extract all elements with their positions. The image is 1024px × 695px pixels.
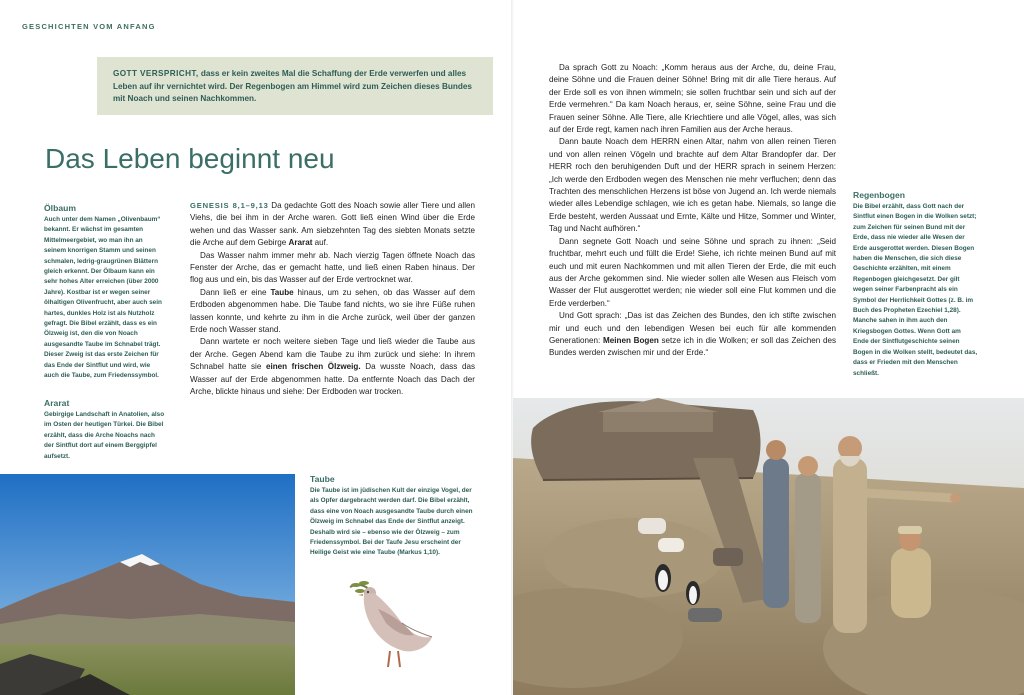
text-run: hinaus, um zu sehen, ob das Wasser auf dem Erdboden abgenommen habe. Die Taube fand nichts, wo sie ihre Füße ruhen lassen konnte, und kehrte zu ihm in die Arche zurück, weil über der ganzen Erde noch Wasser stand. <box>190 287 476 335</box>
body-paragraph <box>190 287 475 337</box>
dove-illustration <box>344 573 434 673</box>
body-paragraph: Dann baute Noach dem HERRN einen Altar, nahm von allen reinen Tieren und von allen reinen Vögeln und brachte auf dem Altar Brandopfer dar. Der HERR roch den beruhigenden Duft und der HERR sprach in seinem Herzen: „Ich werde den Erdboden wegen des Menschen nie mehr verfluchen; denn das Trachten des menschlichen Herzens ist böse von Jugend an. Ich werde niemals wieder alles Lebendige schlagen, wie ich es getan habe. Niemals, so lange die Erde besteht, werden Aussaat und Ernte, Kälte und Hitze, Sommer und Winter, Tag und Nacht aufhören.“ <box>549 137 836 234</box>
right-body-column <box>549 62 836 360</box>
page-title: Das Leben beginnt neu <box>45 143 335 174</box>
glossary-regenbogen <box>853 190 978 379</box>
intro-text <box>113 68 477 106</box>
noah-ark-illustration <box>513 398 1024 695</box>
glossary-text: Gebirgige Landschaft in Anatolien, also im Osten der heutigen Türkei. Die Bibel erzählt, dass die Arche Noachs nach der Sintflut dort auf einem Berggipfel aufsetzt. <box>44 411 165 460</box>
left-body-column <box>190 200 475 399</box>
text-run: auf. <box>312 238 329 248</box>
glossary-text: Die Taube ist im jüdischen Kult der einzige Vogel, der als Opfer dargebracht werden darf. Die Bibel erzählt, dass eine von Noach ausgesandte Taube durch einen Ölzweig im Schnabel das Ende der Sintflut anzeigt. Deshalb wird sie – ebenso wie der Ölzweig – zum Friedenssymbol. Bei der Taufe Jesu erscheint der Heilige Geist wie eine Taube (Markus 1,10). <box>310 487 473 557</box>
glossary-title: Regenbogen <box>853 190 906 200</box>
intro-body: dass er kein zweites Mal die Schaffung der Erde verwerfen und alles Leben auf ihr vernichtet wird. Der Regenbogen am Himmel wird zum Zeichen dieses Bundes mit Noach und seinen Nachkommen. <box>113 69 472 104</box>
noah-ark-image <box>513 398 1024 695</box>
glossary-oelbaum <box>44 203 166 382</box>
text-run: Da gedachte Gott des Noach sowie aller Tiere und allen Viehs, die bei ihm in der Arche waren. Gott ließ einen Wind über die Erde wehen und das Wasser sank. Am siebzehnten Tag des siebten Monats setzte die Arche auf dem Gebirge <box>190 201 475 248</box>
body-paragraph <box>190 200 475 250</box>
ararat-photo <box>0 474 295 695</box>
running-head: GESCHICHTEN VOM ANFANG <box>22 22 156 31</box>
ararat-photo-image <box>0 474 295 695</box>
body-paragraph: Da sprach Gott zu Noach: „Komm heraus aus der Arche, du, deine Frau, deine Söhne und die Frauen deiner Söhne! Bring mit dir alle Tiere heraus. Auf der Erde soll es von ihnen wimmeln; sie sollen fruchtbar sein und sich auf der Erde vermehren.“ Da kam Noach heraus, er, seine Söhne, seine Frau und die Frauen seiner Söhne. Alle Tiere, alle Kriechtiere und alle Vögel, alles, was sich auf der Erde regt, kamen nach ihren Familien aus der Arche heraus. <box>549 63 836 135</box>
body-paragraph <box>190 336 475 398</box>
glossary-text: Die Bibel erzählt, dass Gott nach der Sintflut einen Bogen in die Wolken setzt; zum Zeichen für seinen Bund mit der Erde, dass nie wieder alle Wesen der Erde ausgerottet werden. Diesen Bogen haben die Menschen, die sich diese Geschichte erzählten, mit einem Regenbogen gleichgesetzt. Der gilt wegen seiner Farbenpracht als ein Symbol der Herrlichkeit Gottes (z. B. im Buch des Propheten Ezechiel 1,28). Manche sahen in ihm auch den Kriegsbogen Gottes. Wenn Gott am Ende der Sintflutgeschichte seinen Bogen in die Wolken stellt, bedeutet das, dass er Frieden mit den Menschen schließt. <box>853 203 978 377</box>
text-run: Und Gott sprach: „Das ist das Zeichen des Bundes, den ich stifte zwischen mir und euch und den lebendigen Wesen bei euch für alle kommenden Generationen: <box>549 311 836 345</box>
dove-icon <box>344 573 434 673</box>
bold-term: Ararat <box>288 238 313 248</box>
bold-term: einen frischen Ölzweig. <box>265 362 361 372</box>
glossary-title: Ölbaum <box>44 203 76 213</box>
text-run: Dann ließ er eine <box>200 287 271 297</box>
bold-term: Taube <box>270 287 294 297</box>
body-paragraph: Dann segnete Gott Noach und seine Söhne und sprach zu ihnen: „Seid fruchtbar, mehrt euch und füllt die Erde! Siehe, ich richte meinen Bund auf mit euch und mit euren Nachkommen und mit allen Tieren der Erde, die mit euch aus der Arche gekommen sind. Nie wieder sollen alle Wesen aus Fleisch vom Wasser der Flut ausgerottet werden; nie wieder soll eine Flut kommen und die Erde verderben.“ <box>549 236 836 308</box>
intro-lead: GOTT VERSPRICHT, <box>113 69 199 78</box>
body-paragraph: Das Wasser nahm immer mehr ab. Nach vierzig Tagen öffnete Noach das Fenster der Arche, das er gemacht hatte, und ließ einen Raben hinaus. Der flog aus und ein, bis das Wasser auf der Erde vertrocknet war. <box>190 250 475 285</box>
glossary-title: Taube <box>310 474 335 484</box>
text-run: Da wusste Noach, dass das Wasser auf der Erde abgenommen hatte. Da entfernte Noach das Dach der Arche, blickte hinaus und siehe: Der Erdboden war trocken. <box>190 362 476 397</box>
text-run: Dann wartete er noch weitere sieben Tage und ließ wieder die Taube aus der Arche. Gegen Abend kam die Taube zu ihm zurück und siehe: In ihrem Schnabel hatte sie <box>190 337 475 372</box>
glossary-taube <box>310 474 480 559</box>
body-paragraph <box>549 310 836 360</box>
bold-term: Meinen Bogen <box>603 335 659 345</box>
glossary-title: Ararat <box>44 398 70 408</box>
bible-reference: GENESIS 8,1–9,13 <box>190 201 269 210</box>
glossary-ararat <box>44 398 166 462</box>
text-run: setze ich in die Wolken; er soll das Zeichen des Bundes werden zwischen mir und der Erde.“ <box>549 335 837 358</box>
intro-box <box>97 57 493 115</box>
glossary-text: Auch unter dem Namen „Olivenbaum“ bekannt. Er wächst im gesamten Mittelmeergebiet, wo man ihn an seinem knorrigen Stamm und seinen schmalen, ledrig-graugrünen Blättern gleich erkennt. Der Ölbaum kann ein sehr hohes Alter erreichen (über 2000 Jahre). Kostbar ist er wegen seiner ölhaltigen Olivenfrucht, aber auch sein hartes, dunkles Holz ist als Nutzholz gefragt. Die Bibel erzählt, dass es ein Ölzweig ist, den die von Noach ausgesandte Taube im Schnabel trägt. Dieser Zweig ist das erste Zeichen für das Ende der Sintflut und wird, wie auch die Taube, zum Friedenssymbol. <box>44 216 162 380</box>
